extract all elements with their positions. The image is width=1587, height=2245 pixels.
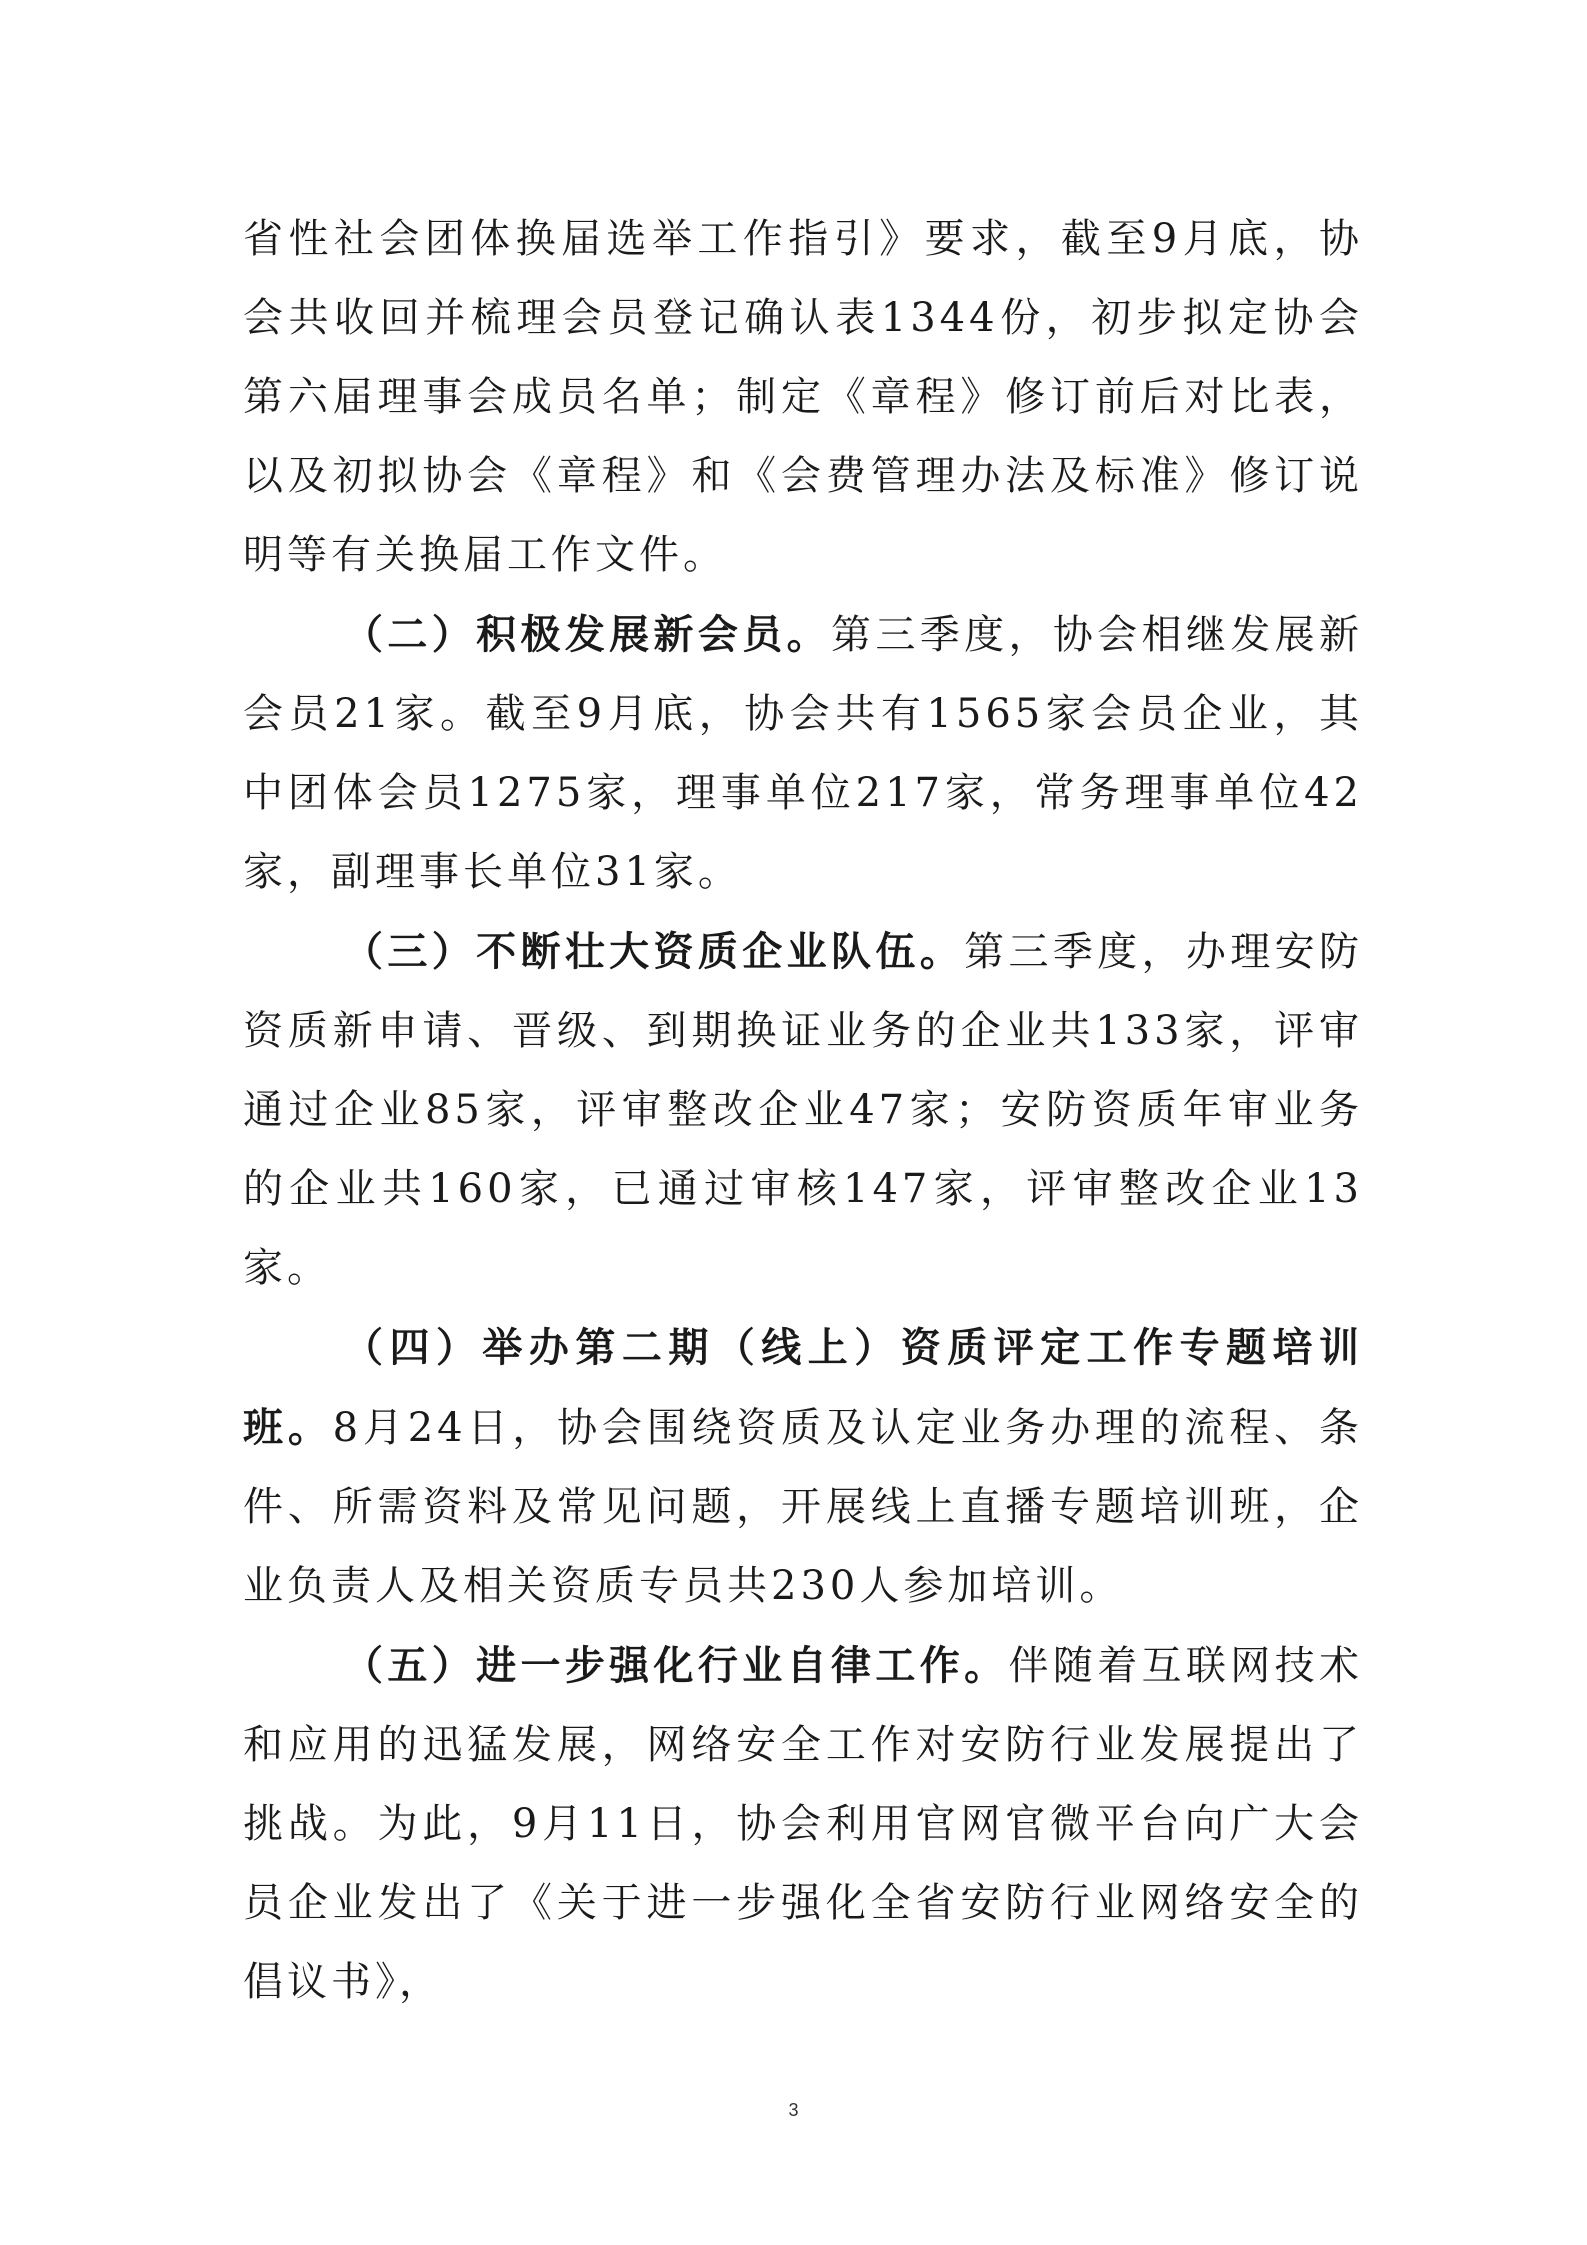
section-heading: （四）举办第二期（线上）资质评定工作专题培训班。 bbox=[243, 1324, 1363, 1451]
paragraph-text: 省性社会团体换届选举工作指引》要求，截至9月底，协会共收回并梳理会员登记确认表1344份，初步拟定协会第六届理事会成员名单；制定《章程》修订前后对比表，以及初拟协会《章程》和《会费管理办法及标准》修订说明等有关换届工作文件。 bbox=[243, 216, 1363, 578]
section-heading: （五）进一步强化行业自律工作。 bbox=[343, 1642, 1009, 1689]
section-heading: （三）不断壮大资质企业队伍。 bbox=[343, 928, 965, 975]
paragraph-self-discipline bbox=[243, 1626, 1363, 2022]
paragraph-text: 第三季度，协会相继发展新会员21家。截至9月底，协会共有1565家会员企业，其中团体会员1275家，理事单位217家，常务理事单位42家，副理事长单位31家。 bbox=[243, 612, 1363, 895]
paragraph-qualification-enterprises bbox=[243, 912, 1363, 1308]
section-heading: （二）积极发展新会员。 bbox=[343, 611, 831, 658]
paragraph-training-class bbox=[243, 1308, 1363, 1626]
body-text bbox=[243, 200, 1363, 2022]
paragraph-text: 第三季度，办理安防资质新申请、晋级、到期换证业务的企业共133家，评审通过企业85家，评审整改企业47家；安防资质年审业务的企业共160家，已通过审核147家，评审整改企业13家。 bbox=[243, 929, 1364, 1291]
paragraph-continuation bbox=[243, 200, 1363, 595]
paragraph-new-members bbox=[243, 595, 1363, 912]
paragraph-text: 伴随着互联网技术和应用的迅猛发展，网络安全工作对安防行业发展提出了挑战。为此，9月11日，协会利用官网官微平台向广大会员企业发出了《关于进一步强化全省安防行业网络安全的倡议书》， bbox=[243, 1643, 1364, 2005]
paragraph-text: 8月24日，协会围绕资质及认定业务办理的流程、条件、所需资料及常见问题，开展线上直播专题培训班，企业负责人及相关资质专员共230人参加培训。 bbox=[243, 1405, 1363, 1609]
page-number: 3 bbox=[788, 2100, 799, 2120]
